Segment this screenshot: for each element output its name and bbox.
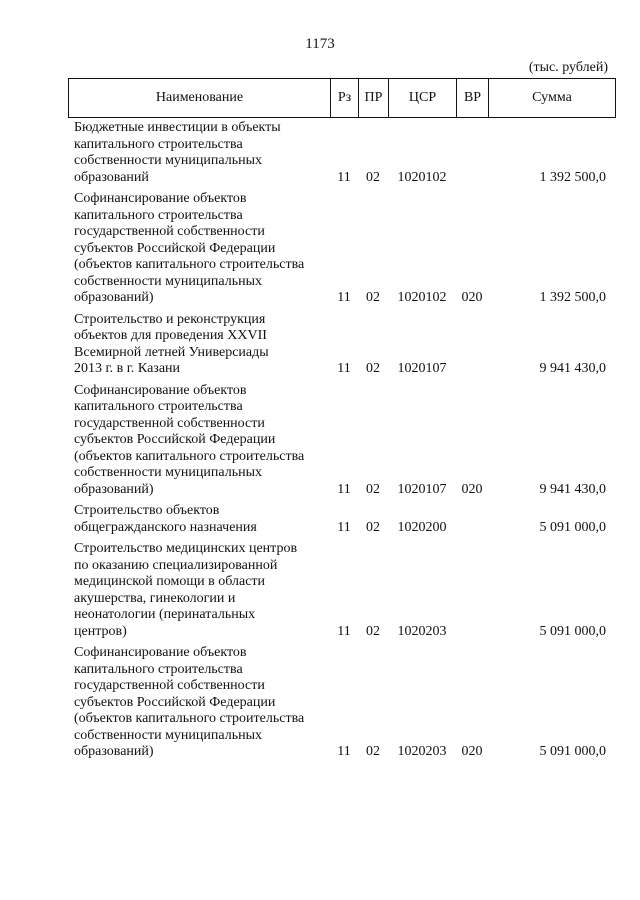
row-csr: 1020203 xyxy=(397,623,447,639)
row-pr: 02 xyxy=(366,481,380,497)
row-name: Бюджетные инвестиции в объекты капитального строительства собственности муниципальных образований xyxy=(74,120,281,185)
header-pr: ПР xyxy=(359,79,389,117)
row-csr: 1020107 xyxy=(397,361,447,376)
table-body xyxy=(68,120,616,766)
row-name: Софинансирование объектов капитального строительства государственной собственности субъектов Российской Федерации (объектов капитального строительства собственности муниципальных образований) xyxy=(74,645,305,759)
row-rz: 11 xyxy=(337,481,351,497)
row-pr: 02 xyxy=(366,623,380,639)
row-sum: 1 392 500,0 xyxy=(539,169,606,185)
page-number: 1173 xyxy=(305,36,335,52)
table-row xyxy=(68,541,616,640)
row-csr: 1020102 xyxy=(397,169,447,185)
header-rz: Рз xyxy=(331,79,359,117)
table-row xyxy=(68,191,616,307)
row-vr: 020 xyxy=(461,290,483,305)
row-name: Софинансирование объектов капитального строительства государственной собственности субъектов Российской Федерации (объектов капитального строительства собственности муниципальных образований) xyxy=(74,191,305,305)
row-pr: 02 xyxy=(366,519,380,535)
row-name: Софинансирование объектов капитального строительства государственной собственности субъектов Российской Федерации (объектов капитального строительства собственности муниципальных образований) xyxy=(74,382,305,497)
row-rz: 11 xyxy=(337,169,351,185)
row-csr: 1020200 xyxy=(397,519,447,535)
row-name: Строительство и реконструкция объектов для проведения XXVII Всемирной летней Универсиады 2013 г. в г. Казани xyxy=(74,311,269,376)
row-pr: 02 xyxy=(366,290,380,305)
header-name: Наименование xyxy=(69,79,331,117)
row-pr: 02 xyxy=(366,361,380,376)
row-name: Строительство медицинских центров по оказанию специализированной медицинской помощи в области акушерства, гинекологии и неонатологии (перинатальных центров) xyxy=(74,541,298,639)
row-vr: 020 xyxy=(461,481,483,497)
header-sum: Сумма xyxy=(532,90,572,105)
row-csr: 1020107 xyxy=(397,481,447,497)
table-row xyxy=(68,120,616,186)
row-rz: 11 xyxy=(337,623,351,639)
row-rz: 11 xyxy=(337,361,351,376)
row-rz: 11 xyxy=(337,519,351,535)
row-csr: 1020102 xyxy=(397,290,447,305)
row-vr: 020 xyxy=(461,744,483,759)
header-vr: ВР xyxy=(457,79,489,117)
row-sum: 5 091 000,0 xyxy=(539,623,606,639)
row-name: Строительство объектов общегражданского назначения xyxy=(74,503,257,535)
row-sum: 1 392 500,0 xyxy=(539,290,606,305)
table-row xyxy=(68,645,616,761)
table-row xyxy=(68,312,616,378)
row-pr: 02 xyxy=(366,744,380,759)
table-row xyxy=(68,503,616,536)
row-sum: 9 941 430,0 xyxy=(539,361,606,376)
header-csr: ЦСР xyxy=(389,79,457,117)
table-header xyxy=(68,78,616,118)
row-rz: 11 xyxy=(337,744,351,759)
row-pr: 02 xyxy=(366,169,380,185)
row-csr: 1020203 xyxy=(397,744,447,759)
row-sum: 9 941 430,0 xyxy=(539,481,606,497)
row-sum: 5 091 000,0 xyxy=(539,744,606,759)
row-rz: 11 xyxy=(337,290,351,305)
units-label: (тыс. рублей) xyxy=(528,60,608,75)
table-row xyxy=(68,383,616,499)
row-sum: 5 091 000,0 xyxy=(539,519,606,535)
